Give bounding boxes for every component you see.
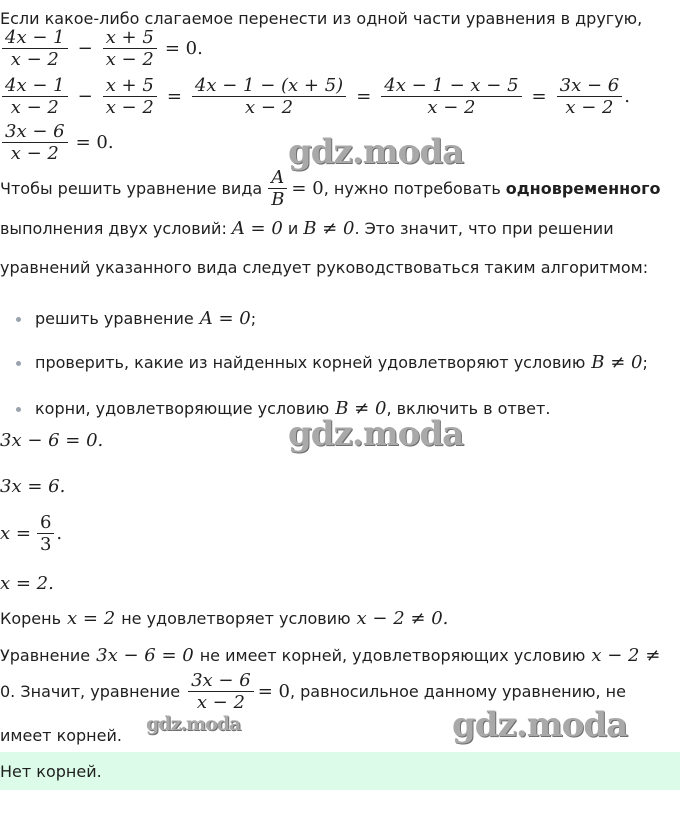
equation-period: . [624,85,630,107]
numerator: 6 [37,512,54,534]
fraction [381,75,521,118]
equation-2 [0,75,630,118]
denominator: 3 [39,534,52,555]
paragraph-line-2 [0,218,614,240]
paragraph-text: Уравнение [0,646,91,665]
paragraph-text: и [287,219,299,238]
math-inline: = 0 [257,680,290,702]
equation-rhs: = 0. [75,131,114,153]
conclusion-line-2 [0,645,660,667]
math-inline: = 0 [291,177,324,199]
conclusion-line-1 [0,608,448,630]
math-inline: 3x − 6 = 0 [96,645,194,666]
solution-step-2: 3x = 6. [0,476,66,497]
numerator: A [268,167,287,189]
operator: = [356,85,372,107]
math-inline: B ≠ 0 [591,352,643,373]
solution-step-3 [0,512,62,555]
list-item [16,398,550,420]
math-inline: B ≠ 0 [335,398,387,419]
fraction [2,27,68,70]
operator: = [166,85,182,107]
paragraph-text: . Это значит, что при решении [354,219,614,238]
numerator: 3x − 6 [557,75,623,97]
paragraph-text: не имеет корней, удовлетворяющих условию [199,646,586,665]
denominator: x − 2 [105,97,154,118]
paragraph-text: , нужно потребовать [323,178,501,198]
equation-rhs: = 0. [164,37,203,59]
operator: − [77,85,93,107]
paragraph-text: не удовлетворяет условию [121,609,351,628]
fraction [103,75,157,118]
numerator: x + 5 [103,75,157,97]
denominator: x − 2 [10,97,59,118]
list-item-text: , включить в ответ. [386,399,551,418]
operator: = [531,85,547,107]
conclusion-line-4: имеет корней. [0,726,122,745]
fraction [188,670,254,713]
list-item-text: корни, удовлетворяющие условию [35,399,330,418]
math-inline: A = 0 [231,218,283,239]
fraction [103,27,157,70]
paragraph-line-1 [0,167,661,210]
denominator: x − 2 [244,97,294,118]
math-inline: x − 2 ≠ 0. [356,608,449,629]
equation-period: . [56,522,63,544]
paragraph-text: выполнения двух условий: [0,219,227,238]
emphasis-text: одновременного [505,178,661,198]
denominator: x − 2 [565,97,614,118]
paragraph-text: Чтобы решить уравнение вида [0,178,263,198]
list-item-text: ; [642,353,648,372]
paragraph-text: 0. Значит, уравнение [0,681,181,701]
math-inline: A = 0 [199,308,251,329]
paragraph-line-3: уравнений указанного вида следует руководствоваться таким алгоритмом: [0,258,649,277]
bullet-dot-icon [16,407,21,412]
list-item [16,352,648,374]
operator: − [77,37,93,59]
list-item-text: ; [250,309,257,328]
denominator: x − 2 [196,692,245,713]
math-inline: x − 2 ≠ [591,645,661,666]
fraction [2,75,68,118]
watermark-logo: gdz.moda [146,713,241,735]
denominator: x − 2 [10,49,59,70]
fraction [2,121,68,164]
math-inline: B ≠ 0 [303,218,355,239]
answer-box [0,752,680,790]
solution-step-4: x = 2. [0,573,54,594]
numerator: 4x − 1 − x − 5 [381,75,521,97]
numerator: 4x − 1 [2,75,68,97]
intro-text: Если какое-либо слагаемое перенести из одной части уравнения в другую, [0,9,643,28]
denominator: B [271,189,285,210]
numerator: 4x − 1 [2,27,68,49]
denominator: x − 2 [427,97,476,118]
denominator: x − 2 [10,143,59,164]
equation-1 [0,27,203,70]
list-item-text: решить уравнение [35,309,194,328]
math-inline: x = [0,522,31,544]
fraction-a-b [268,167,287,210]
list-item-text: проверить, какие из найденных корней удовлетворяют условию [35,353,586,372]
numerator: x + 5 [103,27,157,49]
equation-3 [0,121,114,164]
fraction [192,75,346,118]
math-inline: x = 2 [67,608,116,629]
numerator: 3x − 6 [2,121,68,143]
numerator: 3x − 6 [188,670,254,692]
paragraph-text: , равносильное данному уравнению, не [289,681,626,701]
watermark-logo: gdz.moda [288,132,464,172]
watermark-logo: gdz.moda [452,705,628,745]
watermark-logo: gdz.moda [288,414,464,454]
numerator: 4x − 1 − (x + 5) [192,75,346,97]
fraction [37,512,54,555]
denominator: x − 2 [105,49,154,70]
fraction [557,75,623,118]
solution-step-1: 3x − 6 = 0. [0,430,104,451]
bullet-dot-icon [16,317,21,322]
list-item [16,308,256,330]
paragraph-text: Корень [0,609,62,628]
bullet-dot-icon [16,361,21,366]
answer-text: Нет корней. [0,762,102,781]
